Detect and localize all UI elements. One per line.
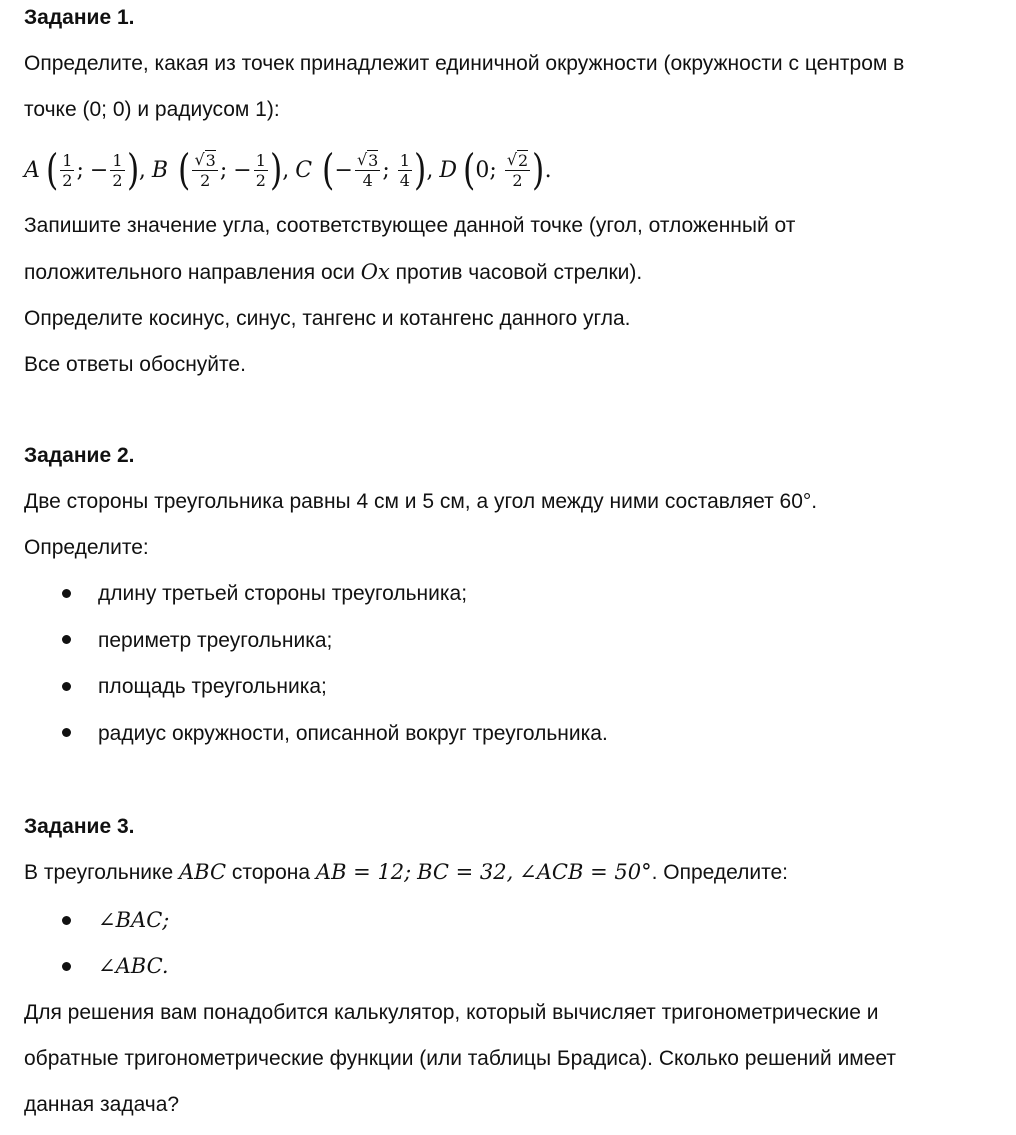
point-a-label: A [24, 157, 40, 183]
point-d-label: D [439, 157, 457, 183]
triangle-abc: ABC [178, 860, 227, 884]
task2-text-line1: Две стороны треугольника равны 4 см и 5 см, а угол между ними составляет 60°. [24, 490, 818, 513]
point-a-y: $\frac{1}{2}$ [112, 150, 123, 190]
bullet [62, 635, 71, 644]
task1-text-line2: точке (0; 0) и радиусом 1): [24, 98, 280, 121]
task3-list-item: ∠BAC; [98, 908, 170, 932]
task3-text-line2: Для решения вам понадобится калькулятор, который вычисляет тригонометрические и [24, 1001, 879, 1024]
point-c-x: √ 3 4 [356, 150, 379, 190]
task1-text-line3: Запишите значение угла, соответствующее данной точке (угол, отложенный от [24, 214, 796, 237]
task2-heading: Задание 2. [24, 444, 135, 467]
task2-list-item: периметр треугольника; [98, 629, 333, 652]
point-b-label: B [151, 157, 169, 183]
task2-list-item: радиус окружности, описанной вокруг треугольника. [98, 722, 608, 745]
bc-equation: BC = 32, [417, 860, 514, 884]
task1-text-line1: Определите, какая из точек принадлежит единичной окружности (окружности с центром в [24, 52, 905, 75]
task3-heading: Задание 3. [24, 815, 135, 838]
point-b-x: √ 3 2 [194, 150, 216, 190]
bullet [62, 589, 71, 598]
task2-text-line2: Определите: [24, 536, 149, 559]
task2-list-item: площадь треугольника; [98, 675, 327, 698]
point-d-x: 0; [475, 157, 497, 183]
task1-heading: Задание 1. [24, 6, 135, 29]
point-b-y: $\frac{1}{2}$ [255, 150, 266, 190]
point-a-x: $\frac{1}{2}$ [62, 150, 73, 190]
bullet [62, 962, 71, 971]
bullet [62, 728, 71, 737]
task2-list-item: длину третьей стороны треугольника; [98, 582, 468, 605]
ab-equation: AB = 12; [315, 860, 412, 884]
task3-text-line3: обратные тригонометрические функции (или таблицы Брадиса). Сколько решений имеет [24, 1047, 897, 1070]
angle-acb-equation: ∠ACB = 50° [519, 860, 652, 884]
point-c-label: C [295, 157, 313, 183]
point-c-y: $\frac{1}{4}$ [399, 150, 410, 190]
axis-ox: Ox [360, 260, 390, 284]
points-formula: A ( $\frac{1}{2}$ ; − $\frac{1}{2}$ ) , B ( √ 3 2 ; − $\frac{1}{2}$ ) , C ( − √ 3 4 ; $\frac{1}{4}$ ) , D ( 0; √ 2 2 ) . [24, 145, 552, 194]
task1-text-line6: Все ответы обоснуйте. [24, 353, 246, 376]
task3-list-item: ∠ABC. [98, 954, 169, 978]
task3-text-line4: данная задача? [24, 1093, 180, 1116]
bullet [62, 682, 71, 691]
point-d-y: √ 2 2 [506, 150, 529, 190]
bullet [62, 916, 71, 925]
task3-text-line1: В треугольнике ABC сторона AB = 12; BC = 32, ∠ACB = 50°. Определите: [24, 860, 788, 884]
task1-text-line4: положительного направления оси Ox против часовой стрелки). [24, 260, 643, 284]
task1-text-line5: Определите косинус, синус, тангенс и котангенс данного угла. [24, 307, 631, 330]
